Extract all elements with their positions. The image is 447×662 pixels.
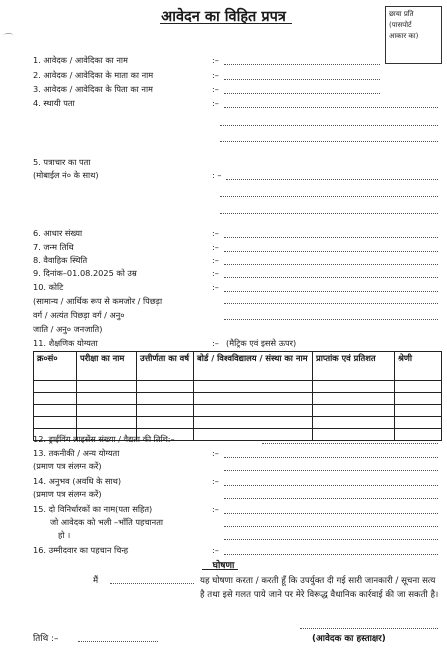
col-header-division: श्रेणी: [395, 352, 442, 381]
form-title: आवेदन का विहित प्रपत्र: [161, 9, 286, 25]
field-label-correspondence-address: 5. पत्राचार का पता: [33, 157, 91, 167]
field-sep: :–: [212, 545, 219, 555]
field-label-technical-qualification: 13. तकनीकी / अन्य योग्यता: [33, 448, 120, 458]
field-input-technical-qualification-2[interactable]: [224, 470, 438, 471]
field-label-marital-status: 8. वैवाहिक स्थिति: [33, 255, 88, 265]
declaration-text-body: यह घोषणा करता / करती हूँ कि उपर्युक्त दी गई सारी जानकारी / सूचना सत्य है तथा इसे गलत पाये जाने पर मेरे विरूद्ध वैधानिक कार्रवाई की जा सकती है।: [200, 576, 439, 600]
date-input[interactable]: [78, 641, 158, 642]
field-input-category-2[interactable]: [224, 303, 438, 304]
field-input-father-name[interactable]: [224, 93, 380, 94]
field-input-driving-license[interactable]: [262, 443, 438, 444]
date-label: तिथि :–: [33, 634, 59, 644]
field-label-aadhaar: 6. आधार संख्या: [33, 228, 83, 238]
field-category-option-line: (सामान्य / आर्थिक रूप से कमजोर / पिछड़ा: [33, 296, 163, 306]
field-sep: :–: [212, 448, 219, 458]
field-input-referee-1[interactable]: [224, 513, 438, 514]
field-label-mobile-note: (मोबाईल नं० के साथ): [33, 170, 99, 180]
field-input-mother-name[interactable]: [224, 79, 380, 80]
field-input-marital-status[interactable]: [224, 264, 438, 265]
field-input-name[interactable]: [224, 64, 380, 65]
field-sep: :–: [212, 55, 219, 65]
field-label-category: 10. कोटि: [33, 282, 64, 292]
field-input-technical-qualification[interactable]: [224, 457, 438, 458]
field-input-dob[interactable]: [224, 251, 438, 252]
table-row[interactable]: [34, 381, 442, 393]
field-category-option-line: वर्ग / अत्यंत पिछड़ा वर्ग / अनु०: [33, 310, 125, 320]
col-header-pass-year: उत्तीर्णता का वर्ष: [137, 352, 194, 381]
signature-label: (आवेदक का हस्ताक्षर): [312, 634, 386, 644]
field-label-identification-mark: 16. उम्मीदवार का पहचान चिन्ह: [33, 545, 129, 555]
table-row[interactable]: [34, 417, 442, 429]
field-category-option-line: जाति / अनु० जनजाति): [33, 324, 103, 334]
table-row[interactable]: [34, 393, 442, 405]
photo-box-line-2: (पासपोर्ट: [389, 21, 412, 29]
education-note: (मैट्रिक एवं इससे ऊपर): [226, 338, 297, 348]
field-label-driving-license: 12. ड्राईविंग लाइसेंस संख्या / वैद्यता की तिथि:–: [33, 434, 175, 444]
field-label-experience: 14. अनुभव (अवधि के साथ): [33, 476, 122, 486]
field-input-experience-2[interactable]: [224, 498, 438, 499]
education-table: [33, 351, 442, 441]
photo-box-line-3: आकार का): [389, 32, 419, 40]
col-header-exam: परीक्षा का नाम: [77, 352, 137, 381]
field-input-referee-2[interactable]: [224, 526, 438, 527]
field-input-experience[interactable]: [224, 485, 438, 486]
declaration-title-underline: [202, 569, 238, 570]
field-sep: :–: [212, 242, 219, 252]
field-sep: : –: [212, 170, 222, 180]
field-input-category[interactable]: [224, 291, 438, 292]
table-row[interactable]: [34, 405, 442, 417]
field-label-education: 11. शैक्षणिक योग्यता: [33, 338, 98, 348]
field-label-referees-line-2: जो आवेदक को भली –भाँति पहचानता: [50, 517, 164, 527]
declaration-start: मैं: [93, 576, 99, 586]
field-sep: :–: [212, 282, 219, 292]
title-underline: [160, 23, 292, 24]
field-label-age: 9. दिनांक–01.08.2025 को उम्र: [33, 268, 137, 278]
field-label-referees: 15. दो विनिर्धारकों का नाम(पता सहित): [33, 504, 153, 514]
field-label-certificate-note: (प्रमाण पत्र संलग्न करें): [33, 489, 102, 499]
field-input-permanent-address[interactable]: [224, 107, 438, 108]
photo-box-line-1: छाया प्रति: [389, 10, 414, 18]
field-input-aadhaar[interactable]: [224, 237, 438, 238]
field-sep: :–: [212, 255, 219, 265]
field-sep: :–: [212, 338, 219, 348]
field-label-referees-line-3: हो ।: [58, 530, 71, 540]
corner-mark: ⌒: [4, 34, 14, 44]
field-label-father-name: 3. आवेदक / आवेदिका के पिता का नाम: [33, 84, 153, 94]
field-sep: :–: [212, 268, 219, 278]
field-label-name: 1. आवेदक / आवेदिका का नाम: [33, 55, 128, 65]
col-header-serial: क्र०सं०: [34, 352, 77, 381]
field-sep: :–: [212, 476, 219, 486]
field-input-permanent-address-2[interactable]: [220, 125, 438, 126]
field-sep: :–: [212, 84, 219, 94]
field-sep: :–: [212, 228, 219, 238]
field-input-correspondence-address-3[interactable]: [220, 213, 438, 214]
field-sep: :–: [212, 98, 219, 108]
col-header-board: बोर्ड / विश्वविद्यालय / संस्था का नाम: [194, 352, 313, 381]
field-input-category-3[interactable]: [224, 319, 438, 320]
field-sep: :–: [212, 504, 219, 514]
field-input-correspondence-address-2[interactable]: [220, 196, 438, 197]
col-header-marks: प्राप्तांक एवं प्रतिशत: [313, 352, 395, 381]
field-sep: :–: [212, 70, 219, 80]
field-label-permanent-address: 4. स्थायी पता: [33, 98, 75, 108]
declaration-title: घोषणा: [212, 561, 235, 571]
field-input-correspondence-address[interactable]: [226, 179, 438, 180]
declaration-text: [200, 574, 439, 602]
field-input-age[interactable]: [224, 277, 438, 278]
field-label-certificate-note: (प्रमाण पत्र संलग्न करें): [33, 461, 102, 471]
field-label-mother-name: 2. आवेदक / आवेदिका के माता का नाम: [33, 70, 154, 80]
field-label-dob: 7. जन्म तिथि: [33, 242, 74, 252]
field-input-permanent-address-3[interactable]: [220, 141, 438, 142]
field-input-identification-mark[interactable]: [224, 554, 438, 555]
education-table-header-row: [34, 352, 442, 381]
field-input-referee-3[interactable]: [224, 539, 438, 540]
declaration-name-input[interactable]: [110, 583, 194, 584]
photo-box[interactable]: [385, 6, 442, 64]
signature-line[interactable]: [300, 628, 438, 629]
